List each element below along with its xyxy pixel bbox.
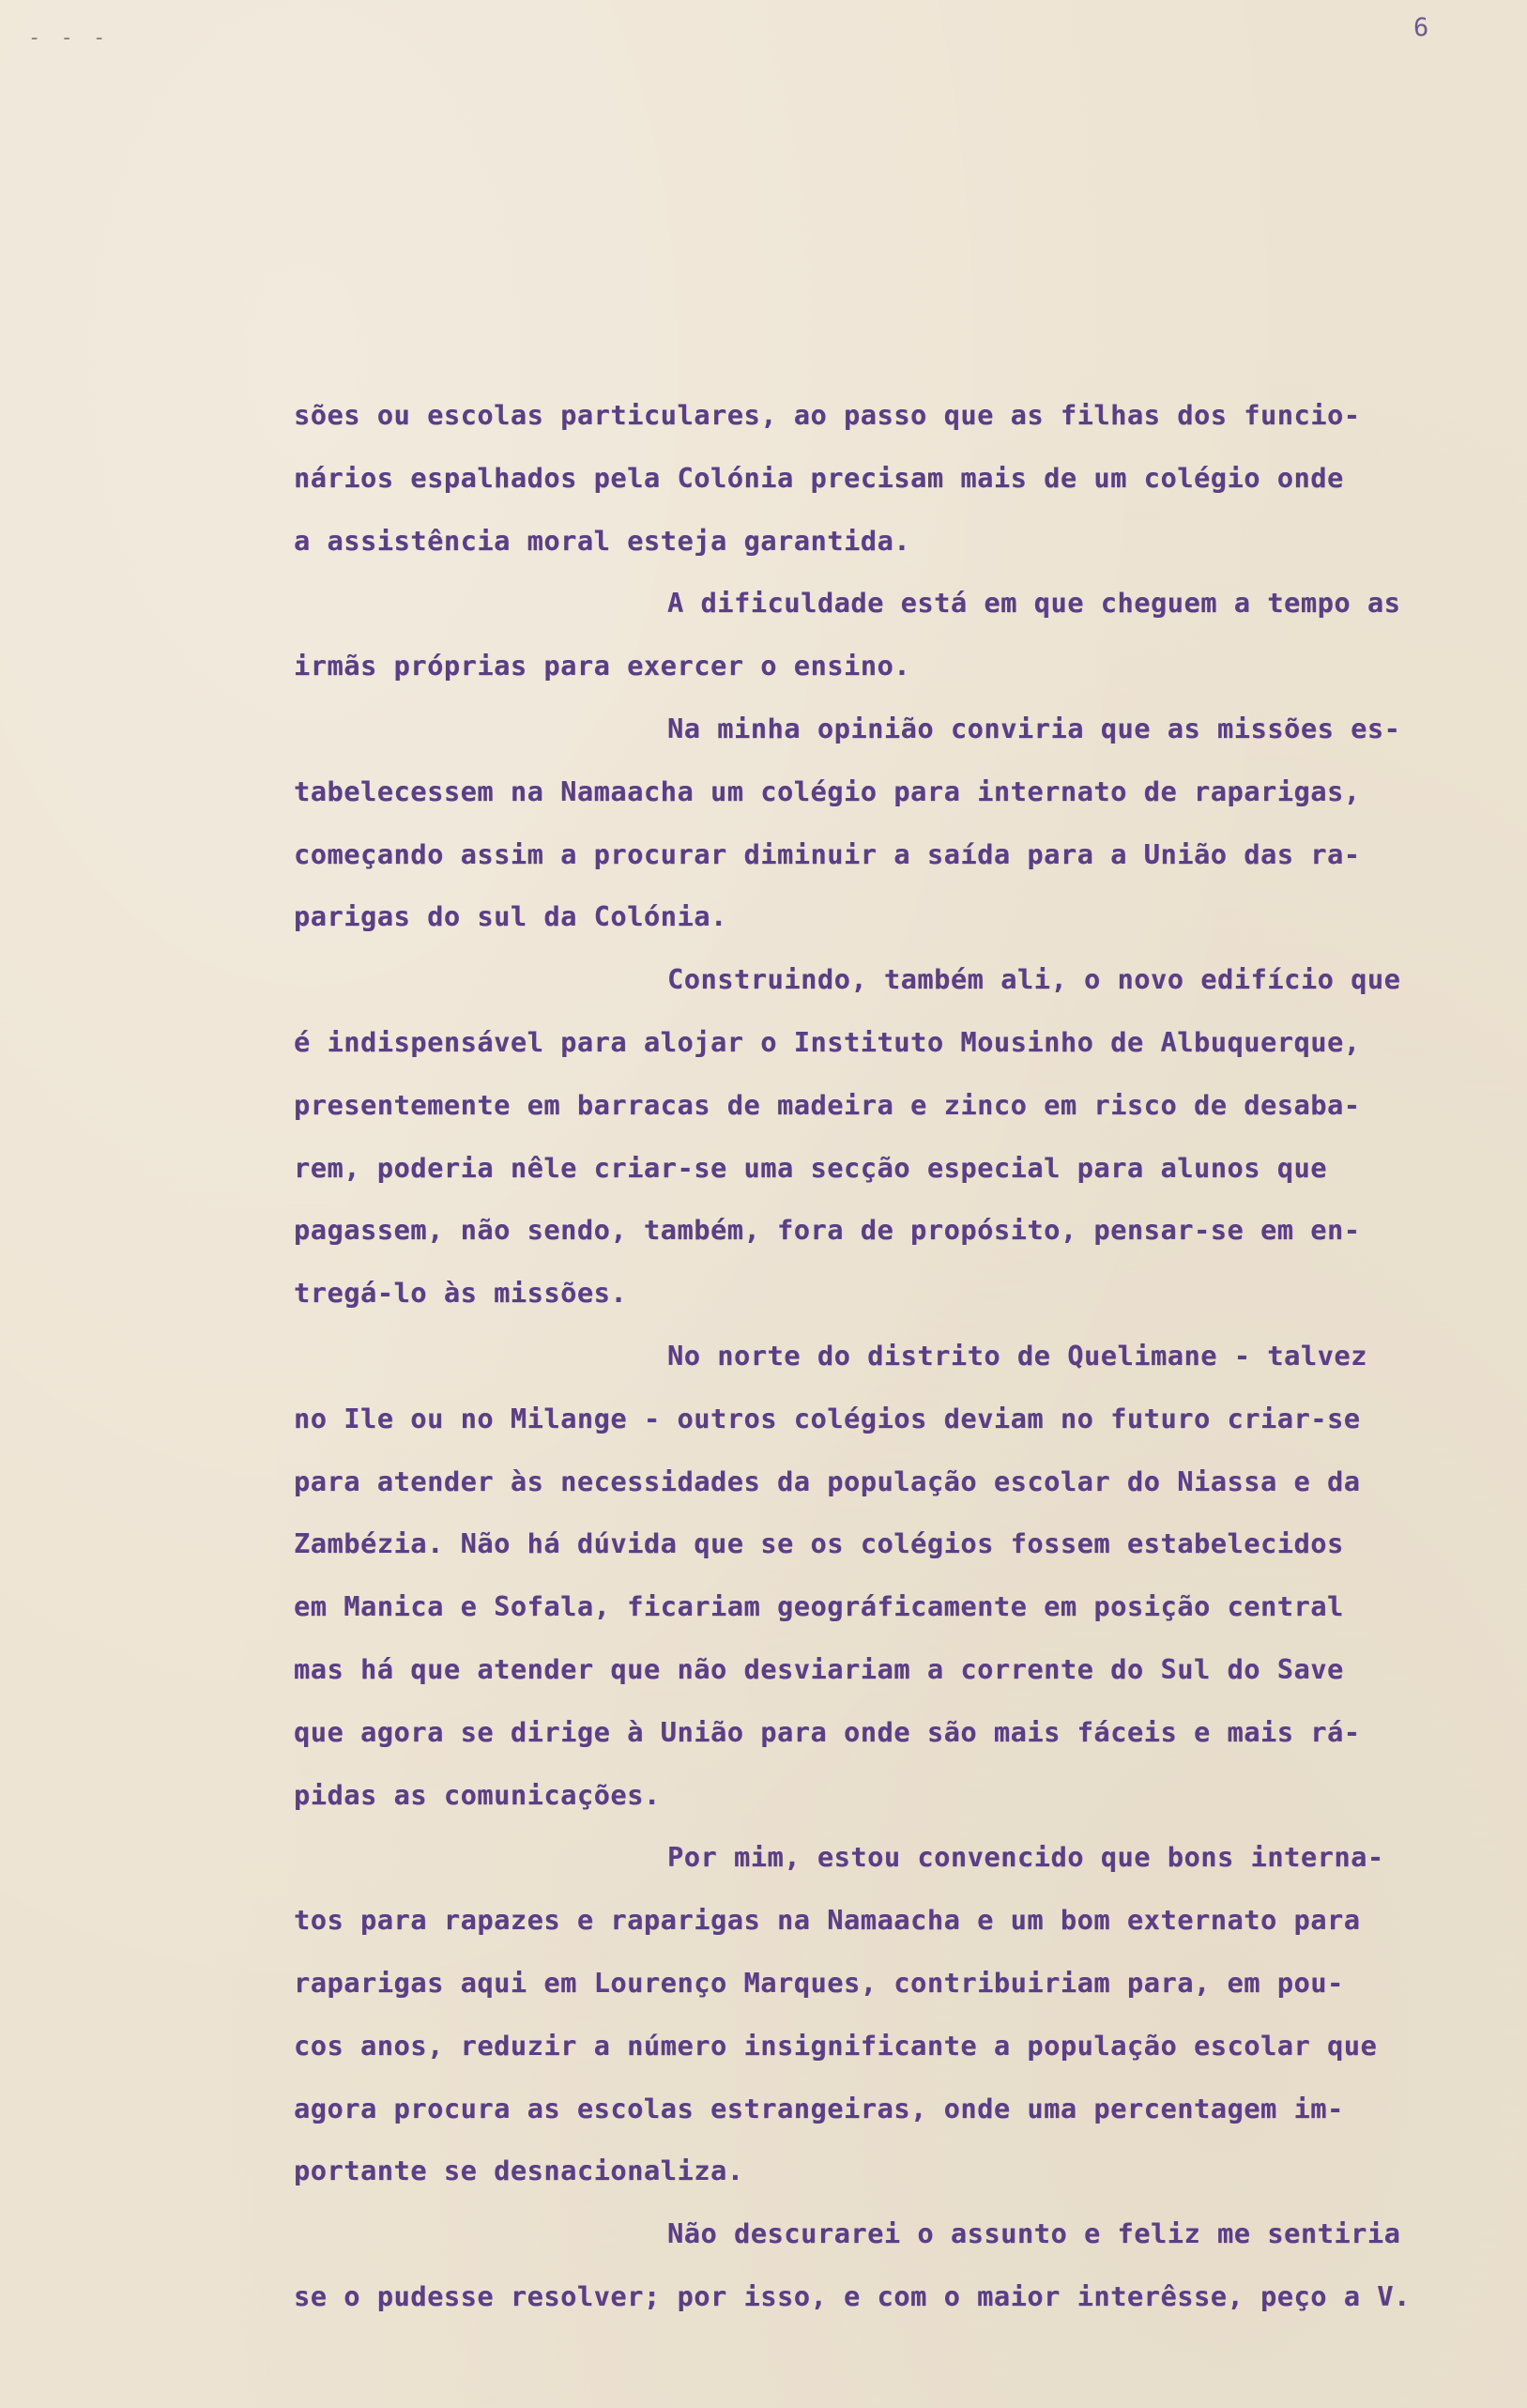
text-line: a assistência moral esteja garantida. (294, 525, 911, 557)
text-line: pagassem, não sendo, também, fora de propósito, pensar-se em en- (294, 1215, 1361, 1247)
text-line: mas há que atender que não desviariam a corrente do Sul do Save (294, 1653, 1344, 1685)
paragraph-start-line: Por mim, estou convencido que bons interna- (667, 1842, 1384, 1874)
text-line: raparigas aqui em Lourenço Marques, contribuiriam para, em pou- (294, 1967, 1344, 1999)
text-line: parigas do sul da Colónia. (294, 901, 727, 933)
text-line: nários espalhados pela Colónia precisam mais de um colégio onde (294, 462, 1344, 494)
text-line: em Manica e Sofala, ficariam geográficamente em posição central (294, 1591, 1344, 1623)
text-line: começando assim a procurar diminuir a saída para a União das ra- (294, 838, 1361, 870)
paragraph-start-line: Não descurarei o assunto e feliz me sentiria (667, 2218, 1401, 2250)
text-line: agora procura as escolas estrangeiras, onde uma percentagem im- (294, 2093, 1344, 2124)
text-line: é indispensável para alojar o Instituto Mousinho de Albuquerque, (294, 1026, 1361, 1058)
page-number: 6 (1413, 13, 1429, 42)
text-line: tos para rapazes e raparigas na Namaacha e um bom externato para (294, 1905, 1361, 1937)
text-line: portante se desnacionaliza. (294, 2155, 744, 2187)
text-line: se o pudesse resolver; por isso, e com o maior interêsse, peço a V. (294, 2280, 1411, 2312)
body-text (294, 385, 1514, 2329)
paragraph-start-line: Na minha opinião conviria que as missões es- (667, 713, 1401, 744)
paragraph-start-line: No norte do distrito de Quelimane - talvez (667, 1340, 1367, 1372)
text-line: pidas as comunicações. (294, 1779, 661, 1811)
text-line: sões ou escolas particulares, ao passo que as filhas dos funcio- (294, 400, 1361, 431)
text-line: para atender às necessidades da população escolar do Niassa e da (294, 1465, 1361, 1497)
text-line: rem, poderia nêle criar-se uma secção especial para alunos que (294, 1152, 1328, 1184)
paragraph-start-line: Construindo, também ali, o novo edifício que (667, 964, 1401, 996)
paragraph-start-line: A dificuldade está em que cheguem a tempo as (667, 588, 1401, 620)
text-line: presentemente em barracas de madeira e zinco em risco de desaba- (294, 1089, 1361, 1121)
text-line: irmãs próprias para exercer o ensino. (294, 651, 911, 683)
text-line: tregá-lo às missões. (294, 1278, 628, 1310)
text-line: cos anos, reduzir a número insignificante a população escolar que (294, 2030, 1378, 2062)
corner-mark: - - - (28, 26, 110, 50)
text-line: Zambézia. Não há dúvida que se os colégios fossem estabelecidos (294, 1528, 1344, 1560)
text-line: que agora se dirige à União para onde são mais fáceis e mais rá- (294, 1716, 1361, 1748)
text-line: no Ile ou no Milange - outros colégios deviam no futuro criar-se (294, 1403, 1361, 1434)
text-line: tabelecessem na Namaacha um colégio para internato de raparigas, (294, 775, 1361, 807)
